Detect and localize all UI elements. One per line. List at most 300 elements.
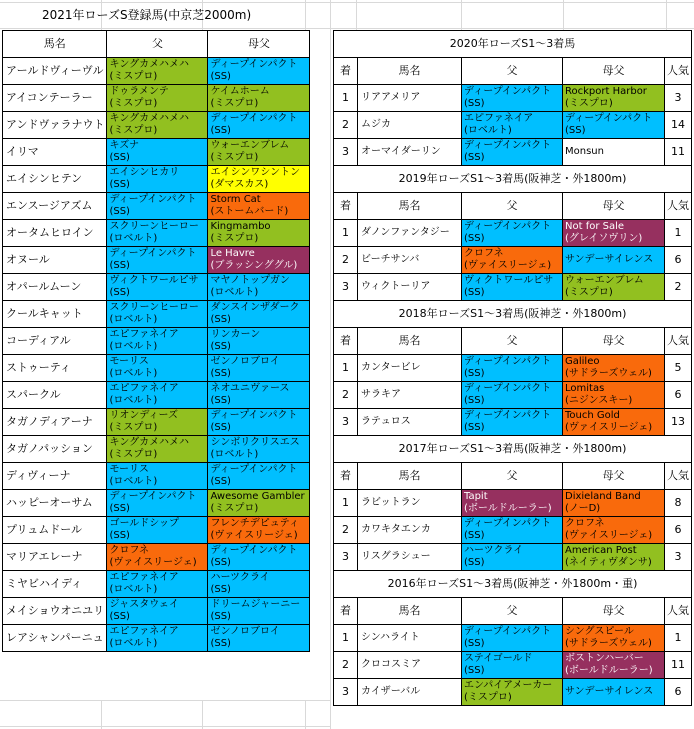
sire-cell-line1: ドゥラメンテ <box>109 86 169 97</box>
sire-cell-line1: ヴィクトワールピサ <box>464 275 554 286</box>
section-title: 2016年ローズS1～3着馬(阪神芝・外1800m・重) <box>334 571 692 598</box>
sire-cell-line2: (SS) <box>109 287 130 298</box>
dam-sire-cell-line2: (SS) <box>210 395 231 406</box>
sire-cell <box>107 409 208 436</box>
dam-sire-cell-line2: (SS) <box>210 341 231 352</box>
popularity: 11 <box>665 139 692 166</box>
sire-cell-line2: (ロベルト) <box>109 395 158 406</box>
dam-sire-cell-line1: サンデーサイレンス <box>565 254 654 265</box>
dam-sire-cell-line2: (SS) <box>210 611 231 622</box>
dam-sire-cell-line1: シングスピール <box>565 626 634 637</box>
sire-cell-line1: ステイゴールド <box>464 653 533 664</box>
horse-name: ミヤビハイディ <box>3 571 107 598</box>
horse-name: オパールムーン <box>3 274 107 301</box>
result-row <box>334 544 692 571</box>
dam-sire-cell <box>208 139 310 166</box>
dam-sire-cell-line2: (SS) <box>565 125 586 136</box>
sire-cell-line2: (SS) <box>464 557 485 568</box>
horse-row <box>3 463 310 490</box>
dam-sire-cell <box>563 490 665 517</box>
dam-sire-cell <box>208 571 310 598</box>
dam-sire-cell-line1: ドリームジャーニー <box>210 599 301 610</box>
dam-sire-cell-line2: (ニジンスキー) <box>565 395 633 406</box>
sire-cell-line1: キズナ <box>109 140 140 151</box>
header-sire: 父 <box>107 31 208 58</box>
section-title-row <box>334 31 692 58</box>
horse-row <box>3 220 310 247</box>
horse-row <box>3 382 310 409</box>
finish-position: 3 <box>334 274 358 301</box>
sire-cell <box>462 355 563 382</box>
horse-name: タガノパッション <box>3 436 107 463</box>
dam-sire-cell-line1: Monsun <box>565 146 604 157</box>
sire-cell <box>107 463 208 490</box>
dam-sire-cell <box>208 193 310 220</box>
result-row <box>334 382 692 409</box>
section-header-row <box>334 328 692 355</box>
dam-sire-cell-line1: ウォーエンブレム <box>210 140 290 151</box>
dam-sire-cell-line2: (SS) <box>210 476 231 487</box>
dam-sire-cell <box>208 517 310 544</box>
sire-cell-line2: (ロベルト) <box>109 368 158 379</box>
horse-name: コーディアル <box>3 328 107 355</box>
dam-sire-cell <box>208 625 310 652</box>
dam-sire-cell-line2: (SS) <box>210 125 231 136</box>
sire-cell <box>107 436 208 463</box>
dam-sire-cell-line1: Storm Cat <box>210 194 261 205</box>
sire-cell <box>462 247 563 274</box>
horse-name: リアアメリア <box>358 85 462 112</box>
header-dam-sire: 母父 <box>563 58 665 85</box>
finish-position: 2 <box>334 247 358 274</box>
sire-cell-line1: ディープインパクト <box>464 383 552 394</box>
section-title: 2019年ローズS1～3着馬(阪神芝・外1800m) <box>334 166 692 193</box>
dam-sire-cell-line1: Awesome Gambler <box>210 491 305 502</box>
horse-row <box>3 193 310 220</box>
sire-cell-line2: (SS) <box>109 611 130 622</box>
dam-sire-cell-line1: リンカーン <box>210 329 261 340</box>
horse-name: マリアエレーナ <box>3 544 107 571</box>
dam-sire-cell <box>208 463 310 490</box>
sire-cell <box>107 193 208 220</box>
header-dam-sire: 母父 <box>563 598 665 625</box>
sire-cell <box>107 301 208 328</box>
dam-sire-cell <box>208 220 310 247</box>
sire-cell <box>107 58 208 85</box>
dam-sire-cell-line2: (SS) <box>210 557 231 568</box>
finish-position: 1 <box>334 355 358 382</box>
dam-sire-cell <box>563 112 665 139</box>
sire-cell-line1: スクリーンヒーロー <box>109 302 199 313</box>
dam-sire-cell-line2: (SS) <box>210 368 231 379</box>
dam-sire-cell <box>208 274 310 301</box>
sire-cell-line1: ディープインパクト <box>109 491 197 502</box>
dam-sire-cell <box>208 112 310 139</box>
dam-sire-cell-line1: ディープインパクト <box>210 59 298 70</box>
sire-cell-line1: エピファネイア <box>109 572 179 583</box>
finish-position: 3 <box>334 409 358 436</box>
left-table-title: 2021年ローズS登録馬(中京芝2000m) <box>42 8 252 22</box>
header-popularity: 人気 <box>665 193 692 220</box>
sire-cell <box>462 517 563 544</box>
sire-cell <box>462 112 563 139</box>
sire-cell-line2: (ヴァイスリージェ) <box>464 260 552 271</box>
horse-name: ムジカ <box>358 112 462 139</box>
dam-sire-cell-line2: (ストームバード) <box>210 206 289 217</box>
result-row <box>334 139 692 166</box>
horse-name: エイシンヒテン <box>3 166 107 193</box>
sire-cell <box>462 679 563 706</box>
finish-position: 1 <box>334 220 358 247</box>
dam-sire-cell-line1: ネオユニヴァース <box>210 383 290 394</box>
horse-row <box>3 355 310 382</box>
section-title-row <box>334 166 692 193</box>
popularity: 6 <box>665 679 692 706</box>
dam-sire-cell-line2: (SS) <box>210 422 231 433</box>
dam-sire-cell-line1: ボストンハーバー <box>565 653 644 664</box>
dam-sire-cell-line1: ディープインパクト <box>210 545 298 556</box>
sire-cell-line2: (ミスプロ) <box>109 98 158 109</box>
sire-cell-line1: ディープインパクト <box>109 194 197 205</box>
dam-sire-cell-line1: ゼンノロブロイ <box>210 356 280 367</box>
dam-sire-cell-line1: ケイムホーム <box>210 86 270 97</box>
dam-sire-cell-line2: (ヴァイスリージェ) <box>565 530 653 541</box>
dam-sire-cell <box>563 139 665 166</box>
sire-cell-line2: (SS) <box>109 179 130 190</box>
result-row <box>334 85 692 112</box>
horse-name: カンタービレ <box>358 355 462 382</box>
popularity: 11 <box>665 652 692 679</box>
sire-cell-line1: ディープインパクト <box>109 248 197 259</box>
dam-sire-cell-line1: Touch Gold <box>565 410 620 421</box>
horse-name: オヌール <box>3 247 107 274</box>
dam-sire-cell <box>208 598 310 625</box>
sire-cell-line1: スクリーンヒーロー <box>109 221 199 232</box>
horse-name: エンスージアズム <box>3 193 107 220</box>
horse-name: クールキャット <box>3 301 107 328</box>
horse-row <box>3 301 310 328</box>
dam-sire-cell <box>563 247 665 274</box>
sire-cell-line2: (ロベルト) <box>109 314 158 325</box>
header-dam-sire: 母父 <box>563 193 665 220</box>
sire-cell-line1: エンパイアメーカー <box>464 680 553 691</box>
popularity: 1 <box>665 220 692 247</box>
dam-sire-cell <box>208 58 310 85</box>
sire-cell-line1: ジャスタウェイ <box>109 599 179 610</box>
horse-name: サラキア <box>358 382 462 409</box>
dam-sire-cell <box>208 355 310 382</box>
horse-name: ラテュロス <box>358 409 462 436</box>
popularity: 2 <box>665 274 692 301</box>
sire-cell <box>462 544 563 571</box>
dam-sire-cell-line1: Not for Sale <box>565 221 625 232</box>
horse-name: シンハライト <box>358 625 462 652</box>
dam-sire-cell-line2: (ミスプロ) <box>565 98 613 109</box>
section-title: 2018年ローズS1～3着馬(阪神芝・外1800m) <box>334 301 692 328</box>
sire-cell-line2: (SS) <box>464 152 485 163</box>
sire-cell-line2: (ロベルト) <box>109 584 158 595</box>
horse-row <box>3 139 310 166</box>
horse-name: アンドヴァラナウト <box>3 112 107 139</box>
sire-cell <box>107 355 208 382</box>
popularity: 3 <box>665 544 692 571</box>
sire-cell-line2: (SS) <box>464 665 485 676</box>
dam-sire-cell <box>208 166 310 193</box>
result-row <box>334 409 692 436</box>
dam-sire-cell-line1: ハーツクライ <box>210 572 270 583</box>
dam-sire-cell-line2: (ダマスカス) <box>210 179 269 190</box>
sire-cell-line2: (ミスプロ) <box>109 125 158 136</box>
sire-cell-line1: キングカメハメハ <box>109 437 189 448</box>
horse-name: スパークル <box>3 382 107 409</box>
horse-row <box>3 112 310 139</box>
sire-cell-line2: (ロベルト) <box>109 341 158 352</box>
dam-sire-cell-line2: (ヴァイスリージェ) <box>565 422 653 433</box>
dam-sire-cell-line2: (SS) <box>210 584 231 595</box>
header-sire: 父 <box>462 193 563 220</box>
sire-cell-line1: キングカメハメハ <box>109 113 189 124</box>
sire-cell-line1: Tapit <box>464 491 488 502</box>
dam-sire-cell-line2: (ノーD) <box>565 503 601 514</box>
sire-cell <box>107 247 208 274</box>
popularity: 5 <box>665 355 692 382</box>
header-sire: 父 <box>462 58 563 85</box>
result-row <box>334 517 692 544</box>
horse-name: クロコスミア <box>358 652 462 679</box>
dam-sire-cell <box>563 220 665 247</box>
sire-cell-line2: (SS) <box>464 422 485 433</box>
sire-cell-line1: クロフネ <box>109 545 150 556</box>
sire-cell-line1: エイシンヒカリ <box>109 167 180 178</box>
dam-sire-cell-line2: (ミスプロ) <box>210 503 259 514</box>
header-name: 馬名 <box>358 463 462 490</box>
header-horse-name: 馬名 <box>3 31 107 58</box>
sire-cell-line2: (ロベルト) <box>109 476 158 487</box>
header-sire: 父 <box>462 463 563 490</box>
horse-name: アイコンテーラー <box>3 85 107 112</box>
dam-sire-cell-line2: (グレイソヴリン) <box>565 233 643 244</box>
dam-sire-cell <box>563 274 665 301</box>
finish-position: 2 <box>334 517 358 544</box>
dam-sire-cell-line2: (ミスプロ) <box>565 287 613 298</box>
dam-sire-cell-line1: エイシンワシントン <box>210 167 300 178</box>
sire-cell <box>107 85 208 112</box>
sire-cell <box>107 571 208 598</box>
horse-name: オータムヒロイン <box>3 220 107 247</box>
sire-cell-line1: モーリス <box>109 356 149 367</box>
section-header-row <box>334 193 692 220</box>
dam-sire-cell <box>563 517 665 544</box>
horse-name: プリュムドール <box>3 517 107 544</box>
horse-row <box>3 598 310 625</box>
header-popularity: 人気 <box>665 58 692 85</box>
sire-cell-line1: ハーツクライ <box>464 545 524 556</box>
horse-name: レアシャンパーニュ <box>3 625 107 652</box>
dam-sire-cell-line2: (SS) <box>210 71 231 82</box>
header-popularity: 人気 <box>665 463 692 490</box>
sire-cell-line1: ディープインパクト <box>464 518 552 529</box>
registered-horses-header-row <box>3 31 310 58</box>
past-results-table <box>333 30 692 706</box>
horse-name: タガノディアーナ <box>3 409 107 436</box>
finish-position: 2 <box>334 112 358 139</box>
header-popularity: 人気 <box>665 598 692 625</box>
sire-cell <box>107 598 208 625</box>
horse-row <box>3 274 310 301</box>
dam-sire-cell-line1: ゼンノロブロイ <box>210 626 280 637</box>
finish-position: 1 <box>334 490 358 517</box>
dam-sire-cell <box>563 652 665 679</box>
result-row <box>334 652 692 679</box>
horse-name: ダノンファンタジー <box>358 220 462 247</box>
dam-sire-cell-line2: (ロベルト) <box>210 287 259 298</box>
sire-cell <box>462 652 563 679</box>
sire-cell-line2: (SS) <box>109 530 130 541</box>
dam-sire-cell-line2: (ネイティヴダンサ) <box>565 557 652 568</box>
finish-position: 3 <box>334 679 358 706</box>
dam-sire-cell-line1: ダンスインザダーク <box>210 302 300 313</box>
dam-sire-cell <box>208 247 310 274</box>
result-row <box>334 490 692 517</box>
sire-cell-line1: ディープインパクト <box>464 86 552 97</box>
sire-cell-line1: ディープインパクト <box>464 221 552 232</box>
sire-cell <box>462 382 563 409</box>
dam-sire-cell <box>563 409 665 436</box>
horse-name: リスグラシュー <box>358 544 462 571</box>
dam-sire-cell-line2: (サドラーズウェル) <box>565 638 652 649</box>
sire-cell <box>462 220 563 247</box>
header-pos: 着 <box>334 58 358 85</box>
result-row <box>334 355 692 382</box>
result-row <box>334 247 692 274</box>
dam-sire-cell <box>208 301 310 328</box>
horse-row <box>3 544 310 571</box>
sire-cell-line2: (ロベルト) <box>109 638 158 649</box>
sire-cell-line2: (SS) <box>109 503 130 514</box>
horse-row <box>3 328 310 355</box>
sire-cell <box>107 166 208 193</box>
dam-sire-cell <box>563 85 665 112</box>
dam-sire-cell <box>563 679 665 706</box>
popularity: 1 <box>665 625 692 652</box>
horse-name: アールドヴィーヴル <box>3 58 107 85</box>
finish-position: 2 <box>334 652 358 679</box>
popularity: 8 <box>665 490 692 517</box>
sire-cell <box>462 85 563 112</box>
sire-cell <box>107 490 208 517</box>
horse-row <box>3 85 310 112</box>
sire-cell-line1: エピファネイア <box>109 383 179 394</box>
sire-cell-line2: (SS) <box>109 152 130 163</box>
dam-sire-cell-line1: ウォーエンブレム <box>565 275 644 286</box>
popularity: 6 <box>665 382 692 409</box>
header-sire: 父 <box>462 328 563 355</box>
sire-cell-line1: モーリス <box>109 464 149 475</box>
result-row <box>334 679 692 706</box>
sire-cell-line1: リオンディーズ <box>109 410 179 421</box>
dam-sire-cell-line1: ディープインパクト <box>210 410 298 421</box>
header-name: 馬名 <box>358 598 462 625</box>
sire-cell-line1: エピファネイア <box>464 113 534 124</box>
sire-cell-line1: ヴィクトワールピサ <box>109 275 199 286</box>
dam-sire-cell-line1: Rockport Harbor <box>565 86 647 97</box>
sire-cell-line1: ディープインパクト <box>464 626 552 637</box>
horse-row <box>3 166 310 193</box>
registered-horses-body <box>3 31 310 652</box>
horse-row <box>3 517 310 544</box>
finish-position: 2 <box>334 382 358 409</box>
sire-cell-line2: (SS) <box>464 530 485 541</box>
horse-name: ディヴィーナ <box>3 463 107 490</box>
sire-cell <box>462 490 563 517</box>
horse-name: ラビットラン <box>358 490 462 517</box>
sire-cell-line2: (SS) <box>464 233 485 244</box>
horse-row <box>3 490 310 517</box>
dam-sire-cell-line2: (ボールドルーラー) <box>565 665 653 676</box>
dam-sire-cell <box>208 436 310 463</box>
sire-cell-line2: (SS) <box>464 368 485 379</box>
horse-name: ウィクトーリア <box>358 274 462 301</box>
dam-sire-cell-line2: (ブラッシンググル) <box>210 260 298 271</box>
section-title-row <box>334 571 692 598</box>
section-title-row <box>334 436 692 463</box>
header-name: 馬名 <box>358 328 462 355</box>
dam-sire-cell-line2: (SS) <box>210 314 231 325</box>
dam-sire-cell <box>563 544 665 571</box>
dam-sire-cell-line1: フレンチデピュティ <box>210 518 300 529</box>
sire-cell-line2: (SS) <box>464 287 485 298</box>
dam-sire-cell-line1: American Post <box>565 545 637 556</box>
header-pos: 着 <box>334 193 358 220</box>
dam-sire-cell-line1: Galileo <box>565 356 600 367</box>
dam-sire-cell-line2: (サドラーズウェル) <box>565 368 652 379</box>
popularity: 14 <box>665 112 692 139</box>
sire-cell-line1: エピファネイア <box>109 329 179 340</box>
sire-cell <box>107 517 208 544</box>
dam-sire-cell-line1: シンボリクリスエス <box>210 437 300 448</box>
header-dam-sire: 母父 <box>563 328 665 355</box>
horse-name: ビーチサンバ <box>358 247 462 274</box>
sire-cell-line1: ディープインパクト <box>464 140 552 151</box>
header-pos: 着 <box>334 598 358 625</box>
header-sire: 父 <box>462 598 563 625</box>
section-header-row <box>334 58 692 85</box>
sire-cell-line1: ディープインパクト <box>464 410 552 421</box>
dam-sire-cell <box>563 625 665 652</box>
finish-position: 3 <box>334 544 358 571</box>
sire-cell-line2: (ミスプロ) <box>464 692 512 703</box>
sire-cell <box>462 274 563 301</box>
sire-cell-line2: (SS) <box>109 206 130 217</box>
sire-cell <box>462 625 563 652</box>
horse-row <box>3 409 310 436</box>
sire-cell-line2: (ボールドルーラー) <box>464 503 552 514</box>
sire-cell-line1: キングカメハメハ <box>109 59 189 70</box>
sire-cell <box>107 139 208 166</box>
dam-sire-cell-line1: Lomitas <box>565 383 605 394</box>
dam-sire-cell-line1: Le Havre <box>210 248 255 259</box>
horse-name: イリマ <box>3 139 107 166</box>
popularity: 6 <box>665 247 692 274</box>
horse-row <box>3 247 310 274</box>
horse-row <box>3 436 310 463</box>
header-name: 馬名 <box>358 58 462 85</box>
section-header-row <box>334 598 692 625</box>
past-results-body <box>334 31 692 706</box>
dam-sire-cell-line1: ディープインパクト <box>565 113 653 124</box>
sire-cell-line1: エピファネイア <box>109 626 179 637</box>
sire-cell-line1: ディープインパクト <box>464 356 552 367</box>
